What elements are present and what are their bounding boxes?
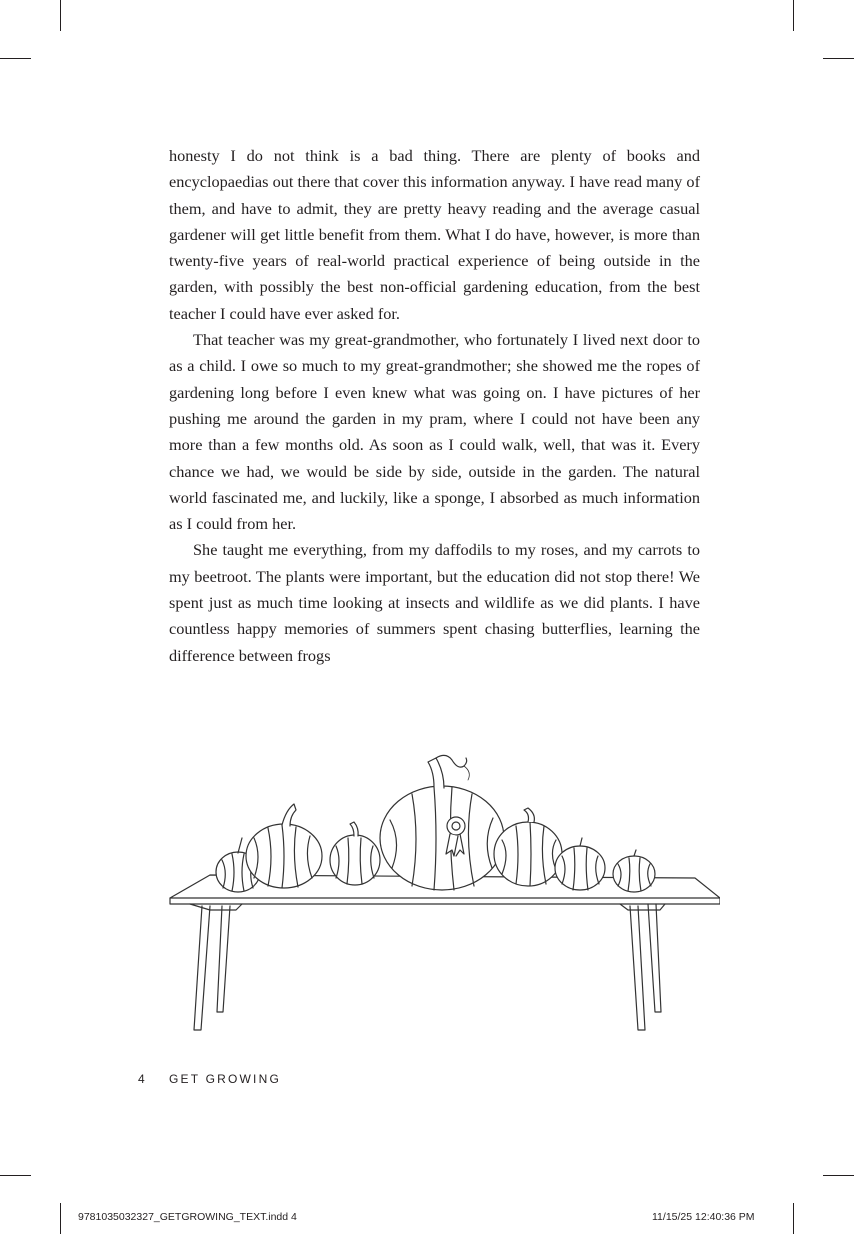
pumpkin: [380, 755, 504, 890]
crop-mark: [793, 1203, 794, 1234]
page-number: 4: [138, 1072, 147, 1086]
pumpkin: [494, 808, 562, 886]
pumpkin: [330, 822, 380, 885]
table-leg: [194, 904, 661, 1030]
crop-mark: [823, 1175, 854, 1176]
running-head: GET GROWING: [169, 1072, 281, 1086]
pumpkin: [246, 804, 322, 888]
page-footer: [138, 1072, 281, 1086]
pumpkin: [613, 850, 655, 892]
paragraph: She taught me everything, from my daffodils to my roses, and my carrots to my beetroot. The plants were important, but the education did not stop there! We spent just as much time looking at insects and wildlife as we did plants. I have countless happy memories of summers spent chasing butterflies, learning the difference between frogs: [169, 540, 700, 665]
crop-mark: [0, 1175, 31, 1176]
crop-mark: [823, 58, 854, 59]
paragraph: honesty I do not think is a bad thing. There are plenty of books and encyclopaedias out there that cover this information anyway. I have read many of them, and have to admit, they are pretty heavy reading and the average casual gardener will get little benefit from them. What I do have, however, is more than twenty-five years of real-world practical experience of being outside in the garden, with possibly the best non-official gardening education, from the best teacher I could have ever asked for.: [169, 146, 700, 323]
crop-mark: [60, 1203, 61, 1234]
paragraph: That teacher was my great-grandmother, who fortunately I lived next door to as a child. I owe so much to my great-grandmother; she showed me the ropes of gardening long before I even knew what was going on. I have pictures of her pushing me around the garden in my pram, where I could not have been any more than a few months old. As soon as I could walk, well, that was it. Every chance we had, we would be side by side, outside in the garden. The natural world fascinated me, and luckily, like a sponge, I absorbed as much information as I could from her.: [169, 330, 700, 534]
pumpkin: [555, 838, 605, 890]
crop-mark: [60, 0, 61, 31]
slug-timestamp: 11/15/25 12:40:36 PM: [652, 1211, 755, 1223]
slug-file-name: 9781035032327_GETGROWING_TEXT.indd 4: [78, 1211, 297, 1223]
crop-mark: [0, 58, 31, 59]
pumpkins-on-table-illustration: [150, 750, 720, 1035]
body-text: [169, 143, 700, 669]
crop-mark: [793, 0, 794, 31]
